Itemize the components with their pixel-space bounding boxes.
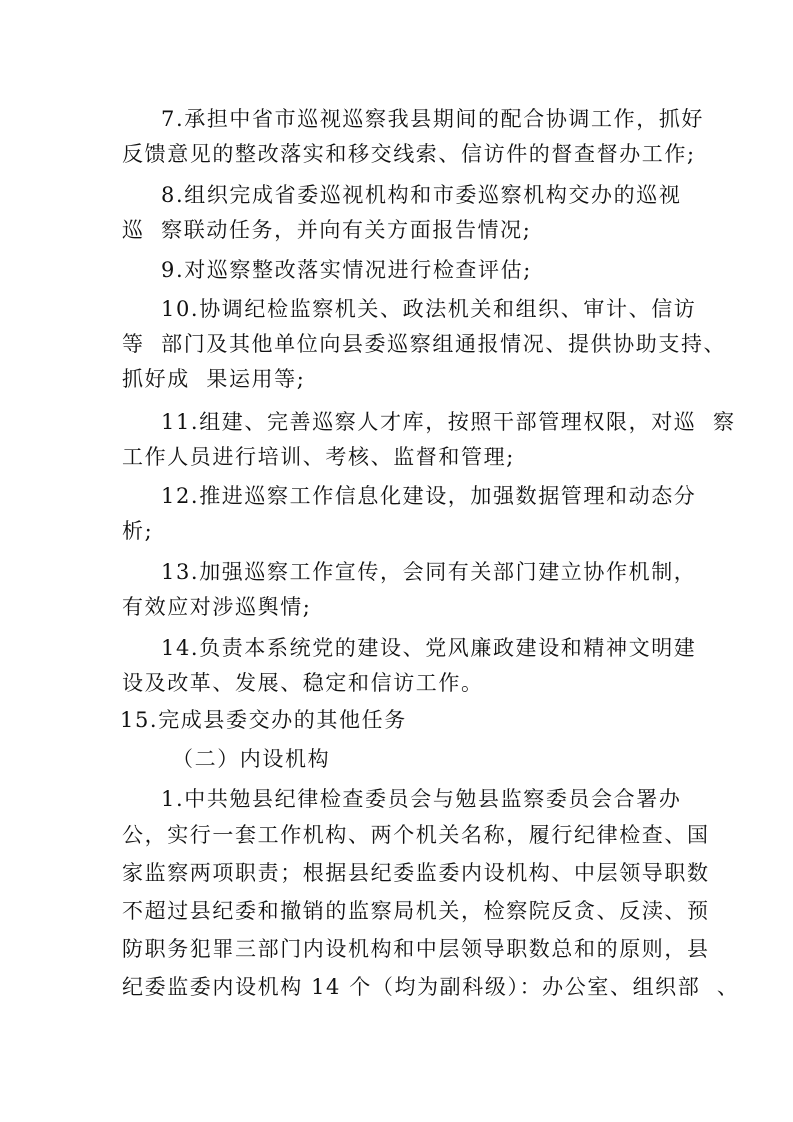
paragraph-line: 14.负责本系统党的建设、党风廉政建设和精神文明建 xyxy=(161,636,697,660)
paragraph-line: 9.对巡察整改落实情况进行检查评估; xyxy=(161,258,532,282)
paragraph-line: 工作人员进行培训、考核、监督和管理; xyxy=(122,445,515,469)
paragraph-line: 家监察两项职责；根据县纪委监委内设机构、中层领导职数 xyxy=(122,861,710,885)
paragraph-line: 设及改革、发展、稳定和信访工作。 xyxy=(122,671,484,695)
paragraph-line: 有效应对涉巡舆情; xyxy=(122,595,312,619)
paragraph-line: 抓好成 果运用等; xyxy=(122,367,306,391)
paragraph-line: 析; xyxy=(122,519,154,543)
paragraph-line: 10.协调纪检监察机关、政法机关和组织、审计、信访 xyxy=(161,297,697,321)
paragraph-line: 11.组建、完善巡察人才库，按照干部管理权限，对巡 察 xyxy=(161,410,736,434)
section-heading: （二）内设机构 xyxy=(172,747,331,771)
paragraph-line: 7.承担中省市巡视巡察我县期间的配合协调工作，抓好 xyxy=(161,107,705,131)
paragraph-line: 等 部门及其他单位向县委巡察组通报情况、提供协助支持、 xyxy=(122,332,727,356)
paragraph-line: 纪委监委内设机构 14 个（均为副科级）：办公室、组织部 、 xyxy=(122,975,740,999)
paragraph-line: 12.推进巡察工作信息化建设，加强数据管理和动态分 xyxy=(161,484,697,508)
paragraph-line: 1.中共勉县纪律检查委员会与勉县监察委员会合署办 xyxy=(161,787,682,811)
paragraph-line: 15.完成县委交办的其他任务 xyxy=(120,708,407,732)
paragraph-line: 不超过县纪委和撤销的监察局机关，检察院反贪、反渎、预 xyxy=(122,899,710,923)
paragraph-line: 公，实行一套工作机构、两个机关名称，履行纪律检查、国 xyxy=(122,823,710,847)
paragraph-line: 13.加强巡察工作宣传，会同有关部门建立协作机制， xyxy=(161,560,697,584)
paragraph-line: 反馈意见的整改落实和移交线索、信访件的督查督办工作; xyxy=(122,142,696,166)
paragraph-line: 8.组织完成省委巡视机构和市委巡察机构交办的巡视 xyxy=(161,183,682,207)
paragraph-line: 防职务犯罪三部门内设机构和中层领导职数总和的原则，县 xyxy=(122,937,710,961)
paragraph-line: 巡 察联动任务，并向有关方面报告情况; xyxy=(122,218,532,242)
